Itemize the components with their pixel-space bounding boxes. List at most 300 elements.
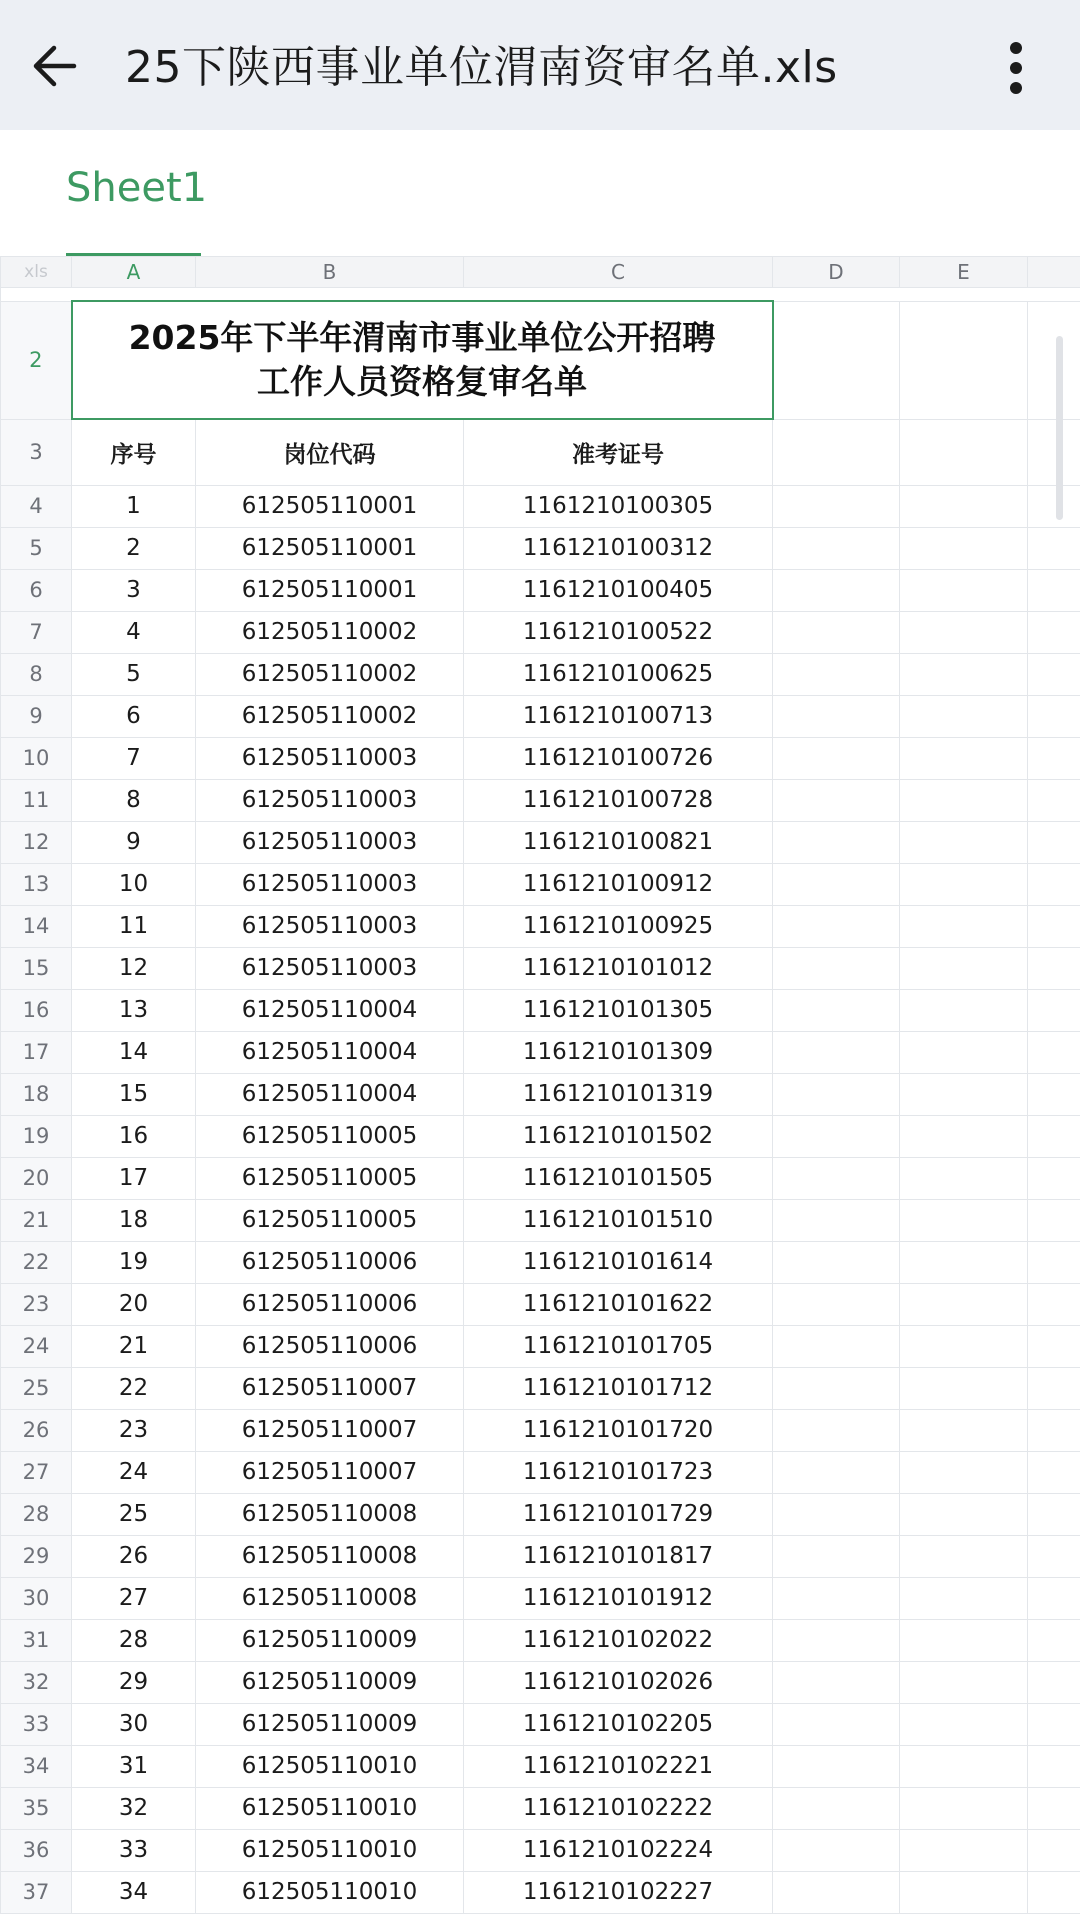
cell-seq[interactable]: 5 [72,653,196,695]
row-number[interactable]: 22 [1,1241,72,1283]
cell-post-code[interactable]: 612505110006 [196,1283,464,1325]
empty-cell[interactable] [1028,1619,1080,1661]
cell-post-code[interactable]: 612505110003 [196,821,464,863]
empty-cell[interactable] [900,821,1028,863]
table-row [1,1325,1080,1367]
column-header-c[interactable]: C [464,257,773,288]
row-number[interactable]: 18 [1,1073,72,1115]
cell-ticket-number[interactable]: 1161210102205 [464,1703,773,1745]
cell-post-code[interactable]: 612505110003 [196,905,464,947]
row-number[interactable]: 8 [1,653,72,695]
cell-seq[interactable]: 23 [72,1409,196,1451]
empty-cell[interactable] [773,1367,900,1409]
cell-seq[interactable]: 19 [72,1241,196,1283]
cell-seq[interactable]: 34 [72,1871,196,1913]
empty-cell[interactable] [900,695,1028,737]
empty-cell[interactable] [1028,611,1080,653]
column-header-a[interactable]: A [72,257,196,288]
column-header-b[interactable]: B [196,257,464,288]
empty-cell[interactable] [773,1493,900,1535]
cell-ticket-number[interactable]: 1161210102022 [464,1619,773,1661]
cell-ticket-number[interactable]: 1161210101729 [464,1493,773,1535]
table-row [1,779,1080,821]
row-number[interactable]: 9 [1,695,72,737]
empty-cell[interactable] [900,1745,1028,1787]
row-number[interactable]: 34 [1,1745,72,1787]
cell-post-code[interactable]: 612505110006 [196,1241,464,1283]
title-row [1,301,1080,419]
cell-ticket-number[interactable]: 1161210101319 [464,1073,773,1115]
empty-cell[interactable] [1028,947,1080,989]
empty-cell[interactable] [773,1409,900,1451]
cell-ticket-number[interactable]: 1161210100728 [464,779,773,821]
empty-cell[interactable] [773,695,900,737]
empty-cell[interactable] [1028,1409,1080,1451]
sheet-tab-bar [0,130,1080,256]
column-header-e[interactable]: E [900,257,1028,288]
table-row [1,1577,1080,1619]
vertical-scrollbar[interactable] [1056,336,1063,520]
row-number[interactable]: 35 [1,1787,72,1829]
cell-post-code[interactable]: 612505110007 [196,1409,464,1451]
cell-ticket-number[interactable]: 1161210101720 [464,1409,773,1451]
cell-seq[interactable]: 20 [72,1283,196,1325]
empty-cell[interactable] [900,301,1028,419]
empty-cell[interactable] [900,485,1028,527]
empty-cell[interactable] [773,1871,900,1913]
cell-seq[interactable]: 7 [72,737,196,779]
cell-post-code[interactable]: 612505110004 [196,1073,464,1115]
table-row [1,1493,1080,1535]
table-row [1,1829,1080,1871]
cell-seq[interactable]: 17 [72,1157,196,1199]
row-number[interactable]: 37 [1,1871,72,1913]
cell-post-code[interactable]: 612505110009 [196,1703,464,1745]
cell-seq[interactable]: 8 [72,779,196,821]
row-number[interactable]: 13 [1,863,72,905]
cell-seq[interactable]: 15 [72,1073,196,1115]
table-row [1,1409,1080,1451]
cell-post-code[interactable]: 612505110005 [196,1115,464,1157]
empty-cell[interactable] [900,1577,1028,1619]
arrow-left-icon [26,40,90,92]
cell-post-code[interactable]: 612505110005 [196,1157,464,1199]
cell-seq[interactable]: 24 [72,1451,196,1493]
empty-cell[interactable] [773,527,900,569]
empty-cell[interactable] [1028,1157,1080,1199]
empty-cell[interactable] [1028,737,1080,779]
empty-cell[interactable] [1028,695,1080,737]
cell-ticket-number[interactable]: 1161210101309 [464,1031,773,1073]
empty-cell[interactable] [900,1829,1028,1871]
cell-post-code[interactable]: 612505110002 [196,653,464,695]
empty-cell[interactable] [900,1367,1028,1409]
more-options-button[interactable] [992,38,1040,98]
empty-cell[interactable] [773,1829,900,1871]
app-top-bar [0,0,1080,130]
empty-cell[interactable] [773,1619,900,1661]
cell-seq[interactable]: 3 [72,569,196,611]
cell-ticket-number[interactable]: 1161210100912 [464,863,773,905]
empty-cell[interactable] [1028,989,1080,1031]
hidden-row-gap [1,288,1080,302]
cell-ticket-number[interactable]: 1161210100312 [464,527,773,569]
empty-cell[interactable] [773,1283,900,1325]
cell-post-code[interactable]: 612505110007 [196,1367,464,1409]
empty-cell[interactable] [773,1745,900,1787]
empty-cell[interactable] [900,611,1028,653]
table-row [1,611,1080,653]
empty-cell[interactable] [900,1199,1028,1241]
table-row [1,1073,1080,1115]
empty-cell[interactable] [900,419,1028,485]
table-row [1,1157,1080,1199]
empty-cell[interactable] [773,947,900,989]
empty-cell[interactable] [1028,301,1080,419]
row-number[interactable]: 26 [1,1409,72,1451]
row-number[interactable]: 30 [1,1577,72,1619]
empty-cell[interactable] [1028,1535,1080,1577]
cell-seq[interactable]: 2 [72,527,196,569]
header-cell-seq[interactable]: 序号 [72,419,196,485]
row-number[interactable]: 2 [1,301,72,419]
table-row [1,1367,1080,1409]
cell-ticket-number[interactable]: 1161210102222 [464,1787,773,1829]
cell-seq[interactable]: 28 [72,1619,196,1661]
table-row [1,1031,1080,1073]
cell-seq[interactable]: 31 [72,1745,196,1787]
row-number[interactable]: 7 [1,611,72,653]
row-number[interactable]: 17 [1,1031,72,1073]
table-row [1,695,1080,737]
empty-cell[interactable] [900,905,1028,947]
cell-seq[interactable]: 18 [72,1199,196,1241]
row-number[interactable]: 11 [1,779,72,821]
cell-ticket-number[interactable]: 1161210101817 [464,1535,773,1577]
table-row [1,1283,1080,1325]
empty-cell[interactable] [900,1619,1028,1661]
cell-seq[interactable]: 33 [72,1829,196,1871]
empty-cell[interactable] [1028,1031,1080,1073]
empty-cell[interactable] [773,1115,900,1157]
empty-cell[interactable] [900,1157,1028,1199]
title-merged-cell[interactable] [72,301,773,419]
empty-cell[interactable] [773,611,900,653]
empty-cell[interactable] [900,863,1028,905]
empty-cell[interactable] [1028,863,1080,905]
cell-ticket-number[interactable]: 1161210100821 [464,821,773,863]
cell-seq[interactable]: 6 [72,695,196,737]
cell-post-code[interactable]: 612505110008 [196,1535,464,1577]
row-number[interactable]: 31 [1,1619,72,1661]
cell-post-code[interactable]: 612505110003 [196,863,464,905]
empty-cell[interactable] [773,779,900,821]
cell-post-code[interactable]: 612505110002 [196,611,464,653]
empty-cell[interactable] [773,419,900,485]
empty-cell[interactable] [773,1535,900,1577]
cell-seq[interactable]: 16 [72,1115,196,1157]
cell-ticket-number[interactable]: 1161210101502 [464,1115,773,1157]
empty-cell[interactable] [1028,1829,1080,1871]
cell-seq[interactable]: 26 [72,1535,196,1577]
row-number[interactable]: 36 [1,1829,72,1871]
row-number[interactable]: 27 [1,1451,72,1493]
empty-cell[interactable] [1028,779,1080,821]
row-number[interactable]: 29 [1,1535,72,1577]
cell-seq[interactable]: 14 [72,1031,196,1073]
cell-ticket-number[interactable]: 1161210101723 [464,1451,773,1493]
empty-cell[interactable] [1028,1493,1080,1535]
cell-ticket-number[interactable]: 1161210102221 [464,1745,773,1787]
row-number[interactable]: 19 [1,1115,72,1157]
empty-cell[interactable] [1028,569,1080,611]
row-number[interactable]: 12 [1,821,72,863]
cell-seq[interactable]: 29 [72,1661,196,1703]
empty-cell[interactable] [773,1451,900,1493]
cell-ticket-number[interactable]: 1161210100625 [464,653,773,695]
empty-cell[interactable] [773,905,900,947]
cell-post-code[interactable]: 612505110002 [196,695,464,737]
empty-cell[interactable] [773,1031,900,1073]
empty-cell[interactable] [773,1787,900,1829]
cell-seq[interactable]: 22 [72,1367,196,1409]
empty-cell[interactable] [900,947,1028,989]
cell-ticket-number[interactable]: 1161210101622 [464,1283,773,1325]
cell-seq[interactable]: 11 [72,905,196,947]
cell-post-code[interactable]: 612505110008 [196,1577,464,1619]
empty-cell[interactable] [1028,653,1080,695]
empty-cell[interactable] [1028,1241,1080,1283]
empty-cell[interactable] [773,301,900,419]
empty-cell[interactable] [773,1661,900,1703]
empty-cell[interactable] [1028,905,1080,947]
cell-ticket-number[interactable]: 1161210101705 [464,1325,773,1367]
empty-cell[interactable] [900,1535,1028,1577]
table-row [1,905,1080,947]
empty-cell[interactable] [900,1115,1028,1157]
row-number[interactable]: 4 [1,485,72,527]
row-number[interactable]: 10 [1,737,72,779]
empty-cell[interactable] [773,737,900,779]
cell-seq[interactable]: 25 [72,1493,196,1535]
row-number[interactable]: 3 [1,419,72,485]
empty-cell[interactable] [773,1157,900,1199]
empty-cell[interactable] [1028,527,1080,569]
empty-cell[interactable] [900,569,1028,611]
empty-cell[interactable] [900,1703,1028,1745]
empty-cell[interactable] [773,1199,900,1241]
cell-post-code[interactable]: 612505110009 [196,1661,464,1703]
empty-cell[interactable] [1028,1451,1080,1493]
row-number[interactable]: 16 [1,989,72,1031]
cell-ticket-number[interactable]: 1161210100522 [464,611,773,653]
empty-cell[interactable] [1028,1325,1080,1367]
header-cell-post-code[interactable]: 岗位代码 [196,419,464,485]
row-number[interactable]: 25 [1,1367,72,1409]
empty-cell[interactable] [1028,1577,1080,1619]
table-row [1,1241,1080,1283]
row-number[interactable]: 6 [1,569,72,611]
empty-cell[interactable] [900,1031,1028,1073]
cell-ticket-number[interactable]: 1161210101510 [464,1199,773,1241]
cell-post-code[interactable]: 612505110003 [196,947,464,989]
table-row [1,1703,1080,1745]
empty-cell[interactable] [1028,1367,1080,1409]
empty-cell[interactable] [1028,1661,1080,1703]
empty-cell[interactable] [1028,1283,1080,1325]
cell-ticket-number[interactable]: 1161210101614 [464,1241,773,1283]
cell-post-code[interactable]: 612505110001 [196,485,464,527]
column-header-d[interactable]: D [773,257,900,288]
table-row [1,653,1080,695]
row-number[interactable]: 33 [1,1703,72,1745]
more-vertical-icon [992,38,1040,98]
empty-cell[interactable] [1028,1745,1080,1787]
sheet-title-line2: 工作人员资格复审名单 [257,362,587,401]
table-row [1,569,1080,611]
cell-ticket-number[interactable]: 1161210102227 [464,1871,773,1913]
cell-post-code[interactable]: 612505110010 [196,1787,464,1829]
cell-seq[interactable]: 1 [72,485,196,527]
cell-ticket-number[interactable]: 1161210100713 [464,695,773,737]
cell-post-code[interactable]: 612505110001 [196,527,464,569]
file-title: 25下陕西事业单位渭南资审名单.xls [125,42,838,93]
empty-cell[interactable] [900,1451,1028,1493]
empty-cell[interactable] [900,1871,1028,1913]
empty-cell[interactable] [900,653,1028,695]
row-number[interactable]: 15 [1,947,72,989]
cell-post-code[interactable]: 612505110006 [196,1325,464,1367]
row-number[interactable]: 5 [1,527,72,569]
empty-cell[interactable] [900,1787,1028,1829]
empty-cell[interactable] [773,863,900,905]
cell-post-code[interactable]: 612505110010 [196,1829,464,1871]
row-number[interactable]: 14 [1,905,72,947]
empty-cell[interactable] [1028,1787,1080,1829]
cell-ticket-number[interactable]: 1161210100925 [464,905,773,947]
cell-seq[interactable]: 4 [72,611,196,653]
table-row [1,1451,1080,1493]
empty-cell[interactable] [773,1241,900,1283]
empty-cell[interactable] [900,1283,1028,1325]
empty-cell[interactable] [773,1073,900,1115]
cell-seq[interactable]: 27 [72,1577,196,1619]
table-row [1,1199,1080,1241]
cell-seq[interactable]: 10 [72,863,196,905]
empty-cell[interactable] [900,737,1028,779]
column-header-row [1,257,1080,288]
cell-ticket-number[interactable]: 1161210101505 [464,1157,773,1199]
table-row [1,1745,1080,1787]
cell-post-code[interactable]: 612505110010 [196,1745,464,1787]
empty-cell[interactable] [900,1661,1028,1703]
empty-cell[interactable] [1028,419,1080,485]
cell-post-code[interactable]: 612505110005 [196,1199,464,1241]
cell-ticket-number[interactable]: 1161210100405 [464,569,773,611]
cell-seq[interactable]: 21 [72,1325,196,1367]
data-rows [1,485,1080,1913]
row-number[interactable]: 23 [1,1283,72,1325]
cell-ticket-number[interactable]: 1161210102224 [464,1829,773,1871]
empty-cell[interactable] [900,1493,1028,1535]
empty-cell[interactable] [773,1325,900,1367]
header-row [1,419,1080,485]
empty-cell[interactable] [773,485,900,527]
cell-post-code[interactable]: 612505110009 [196,1619,464,1661]
empty-cell[interactable] [900,1073,1028,1115]
cell-post-code[interactable]: 612505110010 [196,1871,464,1913]
cell-post-code[interactable]: 612505110003 [196,737,464,779]
empty-cell[interactable] [773,1703,900,1745]
row-number[interactable]: 28 [1,1493,72,1535]
cell-ticket-number[interactable]: 1161210101912 [464,1577,773,1619]
empty-cell[interactable] [1028,1871,1080,1913]
cell-ticket-number[interactable]: 1161210102026 [464,1661,773,1703]
empty-cell[interactable] [773,653,900,695]
cell-ticket-number[interactable]: 1161210100726 [464,737,773,779]
cell-seq[interactable]: 9 [72,821,196,863]
cell-post-code[interactable]: 612505110003 [196,779,464,821]
cell-ticket-number[interactable]: 1161210101012 [464,947,773,989]
row-number[interactable]: 24 [1,1325,72,1367]
empty-cell[interactable] [1028,485,1080,527]
sheet-table [0,256,1080,1914]
cell-seq[interactable]: 13 [72,989,196,1031]
empty-cell[interactable] [900,527,1028,569]
table-row [1,863,1080,905]
empty-cell[interactable] [773,569,900,611]
cell-seq[interactable]: 12 [72,947,196,989]
cell-post-code[interactable]: 612505110007 [196,1451,464,1493]
cell-ticket-number[interactable]: 1161210100305 [464,485,773,527]
spreadsheet-grid[interactable] [0,256,1080,1921]
back-button[interactable] [26,40,90,92]
table-row [1,485,1080,527]
empty-cell[interactable] [900,1325,1028,1367]
empty-cell[interactable] [773,1577,900,1619]
cell-seq[interactable]: 30 [72,1703,196,1745]
cell-seq[interactable]: 32 [72,1787,196,1829]
empty-cell[interactable] [900,1241,1028,1283]
header-cell-ticket-number[interactable]: 准考证号 [464,419,773,485]
cell-ticket-number[interactable]: 1161210101712 [464,1367,773,1409]
empty-cell[interactable] [1028,1073,1080,1115]
empty-cell[interactable] [773,989,900,1031]
empty-cell[interactable] [1028,821,1080,863]
empty-cell[interactable] [900,1409,1028,1451]
empty-cell[interactable] [900,779,1028,821]
row-number[interactable]: 21 [1,1199,72,1241]
column-header-extra[interactable] [1028,257,1080,288]
empty-cell[interactable] [1028,1703,1080,1745]
empty-cell[interactable] [773,821,900,863]
table-row [1,1871,1080,1913]
row-number[interactable]: 32 [1,1661,72,1703]
empty-cell[interactable] [900,989,1028,1031]
empty-cell[interactable] [1028,1199,1080,1241]
table-row [1,947,1080,989]
cell-post-code[interactable]: 612505110004 [196,1031,464,1073]
cell-post-code[interactable]: 612505110008 [196,1493,464,1535]
cell-ticket-number[interactable]: 1161210101305 [464,989,773,1031]
tab-sheet1[interactable]: Sheet1 [66,165,208,211]
cell-post-code[interactable]: 612505110001 [196,569,464,611]
empty-cell[interactable] [1028,1115,1080,1157]
cell-post-code[interactable]: 612505110004 [196,989,464,1031]
table-row [1,989,1080,1031]
row-number[interactable]: 20 [1,1157,72,1199]
select-all-corner[interactable]: xls [1,257,72,288]
